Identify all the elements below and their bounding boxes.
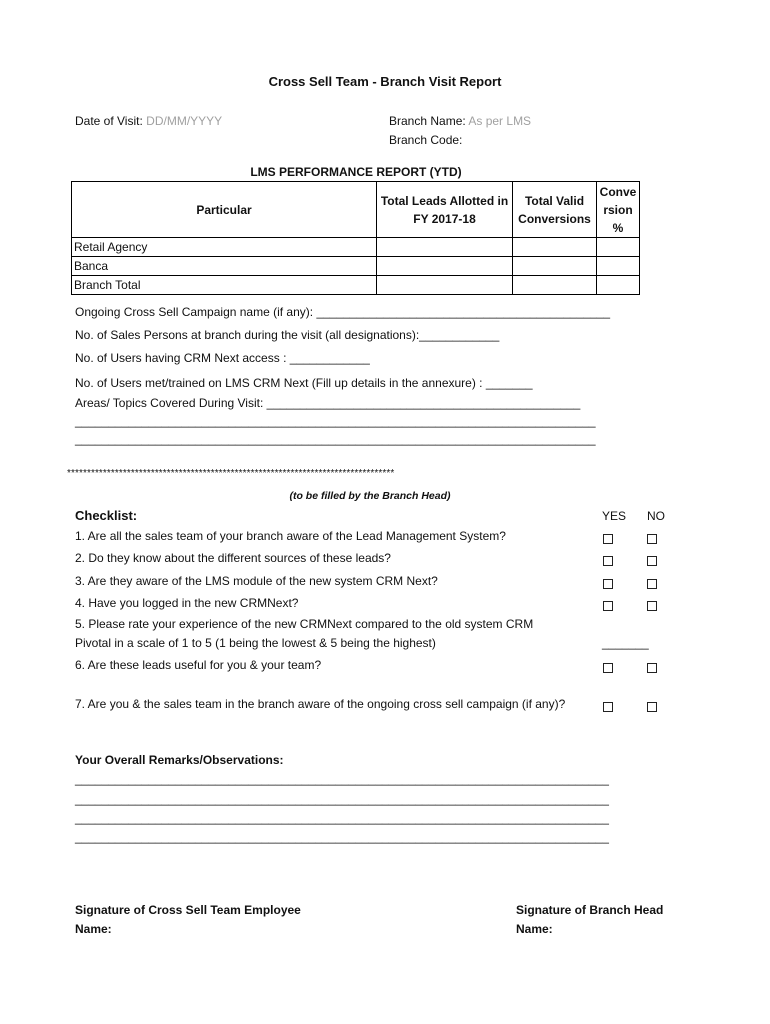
question-3: 3. Are they aware of the LMS module of the new system CRM Next? bbox=[75, 574, 438, 588]
no-header: NO bbox=[647, 509, 665, 523]
header-valid-line2: Conversions bbox=[518, 211, 591, 226]
branch-name bbox=[389, 114, 531, 128]
branch-name-value[interactable]: As per LMS bbox=[468, 114, 532, 128]
q6-yes-checkbox[interactable] bbox=[603, 663, 613, 673]
date-label: Date of Visit: bbox=[75, 114, 143, 128]
crm-access-field[interactable]: No. of Users having CRM Next access : ____________ bbox=[75, 351, 370, 365]
header-total-leads-line2: FY 2017-18 bbox=[413, 211, 476, 226]
header-particular: Particular bbox=[72, 182, 377, 238]
header-conv-line2: rsion bbox=[603, 202, 633, 217]
branch-head-note: (to be filled by the Branch Head) bbox=[289, 490, 451, 502]
branch-name-label: Branch Name: bbox=[389, 114, 466, 128]
header-valid-line1: Total Valid bbox=[524, 193, 585, 208]
users-trained-field[interactable]: No. of Users met/trained on LMS CRM Next (Fill up details in the annexure) : _______ bbox=[75, 376, 533, 390]
cell-input[interactable] bbox=[597, 257, 640, 276]
question-5-line1: 5. Please rate your experience of the new CRMNext compared to the old system CRM bbox=[75, 617, 534, 631]
question-6: 6. Are these leads useful for you & your team? bbox=[75, 658, 322, 672]
employee-name-label: Name: bbox=[75, 922, 112, 936]
q5-rating-blank[interactable]: _______ bbox=[602, 636, 649, 650]
yes-header: YES bbox=[602, 509, 627, 523]
q3-no-checkbox[interactable] bbox=[647, 579, 657, 589]
topics-blank-line[interactable]: ______________________________________________________________________________ bbox=[75, 414, 596, 428]
signature-employee-label: Signature of Cross Sell Team Employee bbox=[75, 903, 301, 917]
q2-yes-checkbox[interactable] bbox=[603, 556, 613, 566]
signature-branch-head-label: Signature of Branch Head bbox=[516, 903, 664, 917]
question-7: 7. Are you & the sales team in the branch aware of the ongoing cross sell campaign (if any)? bbox=[75, 697, 566, 711]
cell-input[interactable] bbox=[377, 276, 513, 295]
table-row bbox=[72, 257, 640, 276]
remarks-title: Your Overall Remarks/Observations: bbox=[75, 753, 284, 767]
cell-input[interactable] bbox=[513, 276, 597, 295]
checklist-title: Checklist: bbox=[75, 508, 138, 523]
cell-input[interactable] bbox=[597, 276, 640, 295]
question-2: 2. Do they know about the different sources of these leads? bbox=[75, 551, 391, 565]
cell-input[interactable] bbox=[597, 238, 640, 257]
topics-blank-line[interactable]: ______________________________________________________________________________ bbox=[75, 432, 596, 446]
page-title: Cross Sell Team - Branch Visit Report bbox=[268, 74, 502, 89]
lms-performance-table bbox=[71, 181, 640, 295]
q2-no-checkbox[interactable] bbox=[647, 556, 657, 566]
question-4: 4. Have you logged in the new CRMNext? bbox=[75, 596, 299, 610]
table-row bbox=[72, 276, 640, 295]
q6-no-checkbox[interactable] bbox=[647, 663, 657, 673]
cell-input[interactable] bbox=[513, 238, 597, 257]
date-of-visit bbox=[75, 114, 222, 128]
header-conversion-pct bbox=[597, 182, 640, 238]
row-label: Branch Total bbox=[72, 276, 377, 295]
q7-no-checkbox[interactable] bbox=[647, 702, 657, 712]
topics-field[interactable]: Areas/ Topics Covered During Visit: _______________________________________________ bbox=[75, 396, 581, 410]
remarks-line[interactable]: ________________________________________________________________________________ bbox=[75, 830, 609, 844]
lms-report-title: LMS PERFORMANCE REPORT (YTD) bbox=[250, 165, 462, 179]
q7-yes-checkbox[interactable] bbox=[603, 702, 613, 712]
row-label: Retail Agency bbox=[72, 238, 377, 257]
table-header-row bbox=[72, 182, 640, 238]
sales-persons-field[interactable]: No. of Sales Persons at branch during the visit (all designations):____________ bbox=[75, 328, 500, 342]
question-1: 1. Are all the sales team of your branch aware of the Lead Management System? bbox=[75, 529, 506, 543]
header-conv-line3: % bbox=[612, 220, 624, 235]
q1-yes-checkbox[interactable] bbox=[603, 534, 613, 544]
cell-input[interactable] bbox=[513, 257, 597, 276]
header-conv-line1: Conve bbox=[599, 184, 637, 199]
separator: ********************************************************************************** bbox=[67, 468, 395, 479]
header-total-leads-line1: Total Leads Allotted in bbox=[380, 193, 509, 208]
branch-head-name-label: Name: bbox=[516, 922, 553, 936]
q4-yes-checkbox[interactable] bbox=[603, 601, 613, 611]
q1-no-checkbox[interactable] bbox=[647, 534, 657, 544]
question-5-line2: Pivotal in a scale of 1 to 5 (1 being the lowest & 5 being the highest) bbox=[75, 636, 436, 650]
q3-yes-checkbox[interactable] bbox=[603, 579, 613, 589]
cell-input[interactable] bbox=[377, 257, 513, 276]
campaign-field[interactable]: Ongoing Cross Sell Campaign name (if any): ____________________________________________ bbox=[75, 305, 611, 319]
remarks-line[interactable]: ________________________________________________________________________________ bbox=[75, 811, 609, 825]
branch-code-label: Branch Code: bbox=[389, 133, 463, 147]
q4-no-checkbox[interactable] bbox=[647, 601, 657, 611]
row-label: Banca bbox=[72, 257, 377, 276]
header-valid-conversions bbox=[513, 182, 597, 238]
cell-input[interactable] bbox=[377, 238, 513, 257]
date-value[interactable]: DD/MM/YYYY bbox=[146, 114, 223, 128]
header-total-leads bbox=[377, 182, 513, 238]
remarks-line[interactable]: ________________________________________________________________________________ bbox=[75, 772, 609, 786]
remarks-line[interactable]: ________________________________________________________________________________ bbox=[75, 792, 609, 806]
table-row bbox=[72, 238, 640, 257]
